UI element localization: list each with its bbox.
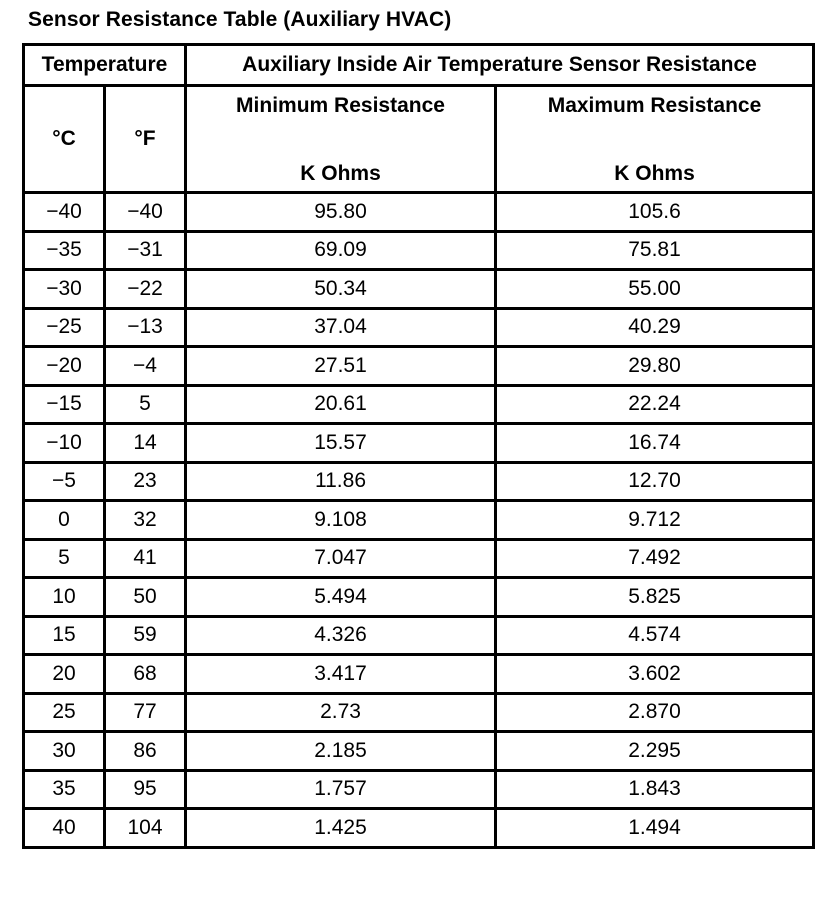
table-row: [24, 578, 814, 617]
header-minimum-resistance-label: Minimum Resistance: [236, 94, 445, 117]
cell-min-resistance: 2.185: [186, 732, 496, 771]
table-row: [24, 693, 814, 732]
cell-min-resistance: 2.73: [186, 693, 496, 732]
cell-celsius: −5: [24, 462, 105, 501]
header-group-row: [24, 45, 814, 86]
sensor-resistance-table: [22, 43, 815, 849]
cell-min-resistance: 20.61: [186, 385, 496, 424]
table-row: [24, 270, 814, 309]
cell-min-resistance: 27.51: [186, 347, 496, 386]
table-row: [24, 385, 814, 424]
cell-min-resistance: 50.34: [186, 270, 496, 309]
header-maximum-resistance-unit: K Ohms: [614, 162, 695, 185]
table-row: [24, 501, 814, 540]
cell-fahrenheit: −22: [105, 270, 186, 309]
cell-max-resistance: 12.70: [496, 462, 814, 501]
cell-max-resistance: 16.74: [496, 424, 814, 463]
cell-fahrenheit: −31: [105, 231, 186, 270]
cell-max-resistance: 3.602: [496, 655, 814, 694]
header-minimum-resistance-unit: K Ohms: [300, 162, 381, 185]
cell-min-resistance: 3.417: [186, 655, 496, 694]
table-row: [24, 770, 814, 809]
cell-fahrenheit: −13: [105, 308, 186, 347]
cell-fahrenheit: 77: [105, 693, 186, 732]
cell-max-resistance: 105.6: [496, 193, 814, 232]
cell-celsius: 0: [24, 501, 105, 540]
header-fahrenheit: °F: [105, 86, 186, 193]
table-row: [24, 462, 814, 501]
cell-max-resistance: 7.492: [496, 539, 814, 578]
cell-celsius: 5: [24, 539, 105, 578]
cell-celsius: −15: [24, 385, 105, 424]
header-maximum-resistance-label: Maximum Resistance: [547, 94, 762, 117]
header-sensor-resistance: Auxiliary Inside Air Temperature Sensor Resistance: [186, 45, 814, 86]
cell-min-resistance: 11.86: [186, 462, 496, 501]
cell-celsius: 10: [24, 578, 105, 617]
header-temperature: Temperature: [24, 45, 186, 86]
cell-max-resistance: 4.574: [496, 616, 814, 655]
table-row: [24, 732, 814, 771]
cell-max-resistance: 2.295: [496, 732, 814, 771]
cell-celsius: 25: [24, 693, 105, 732]
cell-fahrenheit: 95: [105, 770, 186, 809]
cell-fahrenheit: 50: [105, 578, 186, 617]
table-row: [24, 539, 814, 578]
cell-fahrenheit: 104: [105, 809, 186, 848]
cell-celsius: −25: [24, 308, 105, 347]
cell-fahrenheit: 32: [105, 501, 186, 540]
cell-celsius: −20: [24, 347, 105, 386]
cell-min-resistance: 7.047: [186, 539, 496, 578]
cell-max-resistance: 1.843: [496, 770, 814, 809]
table-row: [24, 231, 814, 270]
table-row: [24, 308, 814, 347]
table-row: [24, 809, 814, 848]
cell-max-resistance: 2.870: [496, 693, 814, 732]
cell-max-resistance: 1.494: [496, 809, 814, 848]
cell-celsius: 40: [24, 809, 105, 848]
cell-max-resistance: 9.712: [496, 501, 814, 540]
cell-celsius: 35: [24, 770, 105, 809]
cell-fahrenheit: −40: [105, 193, 186, 232]
cell-celsius: −40: [24, 193, 105, 232]
cell-min-resistance: 1.425: [186, 809, 496, 848]
cell-max-resistance: 5.825: [496, 578, 814, 617]
cell-celsius: −10: [24, 424, 105, 463]
table-row: [24, 655, 814, 694]
cell-min-resistance: 9.108: [186, 501, 496, 540]
cell-fahrenheit: 23: [105, 462, 186, 501]
cell-fahrenheit: 68: [105, 655, 186, 694]
cell-fahrenheit: 5: [105, 385, 186, 424]
cell-celsius: −35: [24, 231, 105, 270]
cell-fahrenheit: 41: [105, 539, 186, 578]
cell-min-resistance: 1.757: [186, 770, 496, 809]
cell-min-resistance: 69.09: [186, 231, 496, 270]
cell-max-resistance: 29.80: [496, 347, 814, 386]
cell-celsius: 30: [24, 732, 105, 771]
cell-min-resistance: 95.80: [186, 193, 496, 232]
table-row: [24, 424, 814, 463]
cell-fahrenheit: 59: [105, 616, 186, 655]
cell-celsius: 20: [24, 655, 105, 694]
cell-celsius: 15: [24, 616, 105, 655]
cell-max-resistance: 22.24: [496, 385, 814, 424]
cell-min-resistance: 5.494: [186, 578, 496, 617]
cell-max-resistance: 75.81: [496, 231, 814, 270]
cell-fahrenheit: 86: [105, 732, 186, 771]
cell-max-resistance: 40.29: [496, 308, 814, 347]
header-column-row: [24, 86, 814, 193]
header-minimum-resistance: [186, 86, 496, 193]
cell-celsius: −30: [24, 270, 105, 309]
header-maximum-resistance: [496, 86, 814, 193]
page-title: Sensor Resistance Table (Auxiliary HVAC): [28, 8, 452, 31]
cell-fahrenheit: −4: [105, 347, 186, 386]
cell-min-resistance: 15.57: [186, 424, 496, 463]
table-row: [24, 347, 814, 386]
table-row: [24, 193, 814, 232]
cell-min-resistance: 37.04: [186, 308, 496, 347]
header-celsius: °C: [24, 86, 105, 193]
cell-max-resistance: 55.00: [496, 270, 814, 309]
cell-min-resistance: 4.326: [186, 616, 496, 655]
cell-fahrenheit: 14: [105, 424, 186, 463]
table-row: [24, 616, 814, 655]
